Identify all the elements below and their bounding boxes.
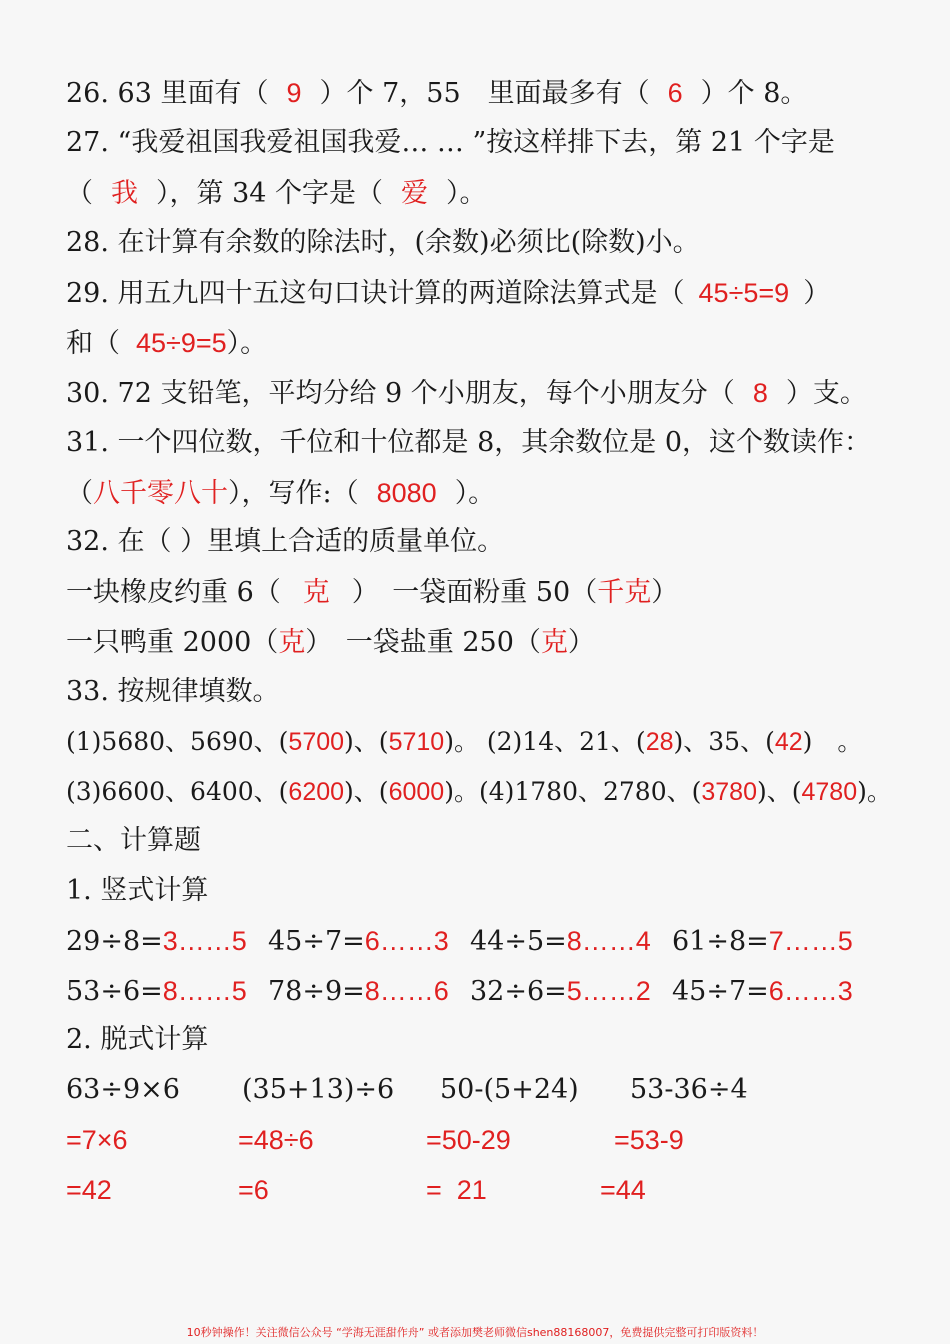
vc-answer: 6……3 (768, 976, 853, 1006)
q33-p2-text-a: (3)6600、6400、( (66, 777, 289, 806)
q30-answer: 8 (752, 378, 768, 408)
stepwise-step1: =53-9 (614, 1125, 684, 1155)
q32-answer-1: 克 (302, 577, 330, 607)
q33-answer-2: 5710 (388, 728, 445, 756)
q33-p2-text-i: )。 (857, 777, 892, 806)
stepwise-question: 63÷9×6 (66, 1074, 180, 1105)
stepwise-calc-title: 2. 脱式计算 (66, 1024, 209, 1055)
vertical-calc-item (672, 924, 853, 959)
stepwise-step1: =48÷6 (238, 1125, 314, 1155)
q33-p1-text-i: ) 。 (802, 727, 863, 756)
q31-text-e: ）。 (454, 478, 496, 509)
q29-text-a: 29. 用五九四十五这句口诀计算的两道除法算式是（ (66, 278, 685, 309)
q33-p1-text-a: (1)5680、5690、( (66, 727, 289, 756)
vc-question: 53÷6= (66, 976, 163, 1007)
q31-answer-1: 八千零八十 (93, 478, 228, 508)
q29-answer-1: 45÷5=9 (698, 278, 790, 308)
vertical-calc-item (268, 924, 449, 959)
question-27: 27. “我爱祖国我爱祖国我爱… … ”按这样排下去，第 21 个字是 (66, 127, 835, 158)
stepwise-step1: =7×6 (66, 1125, 128, 1155)
question-33-part1 (66, 725, 862, 759)
q32-l2-text-e: ） (567, 627, 595, 658)
vc-answer: 8……5 (162, 976, 247, 1006)
q33-p2-text-e: )。(4)1780、2780、( (444, 777, 702, 806)
question-26 (66, 76, 807, 111)
q31-text-a: （ (66, 478, 93, 509)
vertical-calc-item (470, 924, 651, 959)
section-2-title: 二、计算题 (66, 825, 201, 856)
q32-l1-text-e: ） (651, 577, 679, 608)
vertical-calc-item (66, 974, 247, 1009)
question-28: 28. 在计算有余数的除法时，(余数)必须比(除数)小。 (66, 227, 700, 258)
vertical-calc-item (470, 974, 651, 1009)
q33-answer-3: 28 (645, 728, 674, 756)
q33-p1-text-g: )、35、( (673, 727, 775, 756)
vc-question: 45÷7= (672, 976, 769, 1007)
q29-text-c: ） (803, 278, 831, 309)
q26-text-c: ）个 7，55 里面最多有（ (319, 78, 650, 109)
vc-answer: 8……4 (566, 926, 651, 956)
question-33: 33. 按规律填数。 (66, 676, 280, 707)
vc-answer: 6……3 (364, 926, 449, 956)
q32-answer-2: 千克 (597, 577, 652, 607)
stepwise-step2: =6 (238, 1175, 269, 1205)
q31-text-c: ），写作:（ (228, 478, 359, 509)
stepwise-step2: =42 (66, 1175, 112, 1205)
stepwise-step2: =44 (600, 1175, 646, 1205)
question-31: 31. 一个四位数，千位和十位都是 8，其余数位是 0，这个数读作： (66, 427, 872, 458)
vc-answer: 3……5 (162, 926, 247, 956)
footer-promo-text: 10秒钟操作！关注微信公众号 “学海无涯甜作舟” 或者添加樊老师微信shen88168007，免费提供完整可打印版资料！ (186, 1326, 764, 1339)
q32-l2-text-c: ） 一袋盐重 250（ (305, 627, 541, 658)
q27-answer-1: 我 (111, 178, 138, 208)
q32-answer-3: 克 (278, 627, 306, 657)
question-29 (66, 276, 830, 311)
stepwise-step2: = 21 (426, 1175, 487, 1205)
question-32-line3 (66, 625, 595, 660)
stepwise-step1: =50-29 (426, 1125, 511, 1155)
vc-question: 44÷5= (470, 926, 567, 957)
q31-answer-2: 8080 (376, 478, 437, 508)
vertical-calc-item (672, 974, 853, 1009)
q26-answer-1: 9 (286, 78, 302, 108)
q29-answer-2: 45÷9=5 (136, 328, 227, 358)
vc-question: 78÷9= (268, 976, 365, 1007)
q26-text-a: 26. 63 里面有（ (66, 78, 269, 109)
vc-question: 45÷7= (268, 926, 365, 957)
question-27-line2 (66, 176, 487, 211)
q29-text-f: ）。 (226, 328, 268, 359)
vc-answer: 8……6 (364, 976, 449, 1006)
vertical-calc-item (66, 924, 247, 959)
question-30 (66, 376, 867, 411)
q27-text-c: ），第 34 个字是（ (156, 178, 384, 209)
vertical-calc-title: 1. 竖式计算 (66, 875, 209, 906)
q26-text-e: ）个 8。 (700, 78, 808, 109)
q29-text-d: 和（ (66, 328, 120, 359)
q33-answer-8: 4780 (801, 778, 858, 806)
q27-answer-2: 爱 (401, 178, 429, 208)
question-31-line2 (66, 476, 495, 511)
q27-text-e: ）。 (446, 178, 487, 209)
q33-answer-5: 6200 (288, 778, 345, 806)
q33-p2-text-g: )、( (756, 777, 802, 806)
q33-p1-text-e: )。 (2)14、21、( (444, 727, 646, 756)
q33-answer-4: 42 (774, 728, 803, 756)
q26-answer-2: 6 (667, 78, 683, 108)
vc-question: 32÷6= (470, 976, 567, 1007)
question-32: 32. 在（ ）里填上合适的质量单位。 (66, 526, 505, 557)
q30-text-c: ）支。 (785, 378, 867, 409)
q32-l1-text-c: ） 一袋面粉重 50（ (351, 577, 598, 608)
q32-l1-text-a: 一块橡皮约重 6（ (66, 577, 281, 608)
vc-question: 61÷8= (672, 926, 769, 957)
stepwise-question: 53-36÷4 (630, 1074, 748, 1105)
question-33-part2 (66, 775, 892, 809)
stepwise-question: 50-(5+24) (440, 1074, 579, 1105)
q30-text-a: 30. 72 支铅笔，平均分给 9 个小朋友，每个小朋友分（ (66, 378, 735, 409)
q33-answer-7: 3780 (701, 778, 757, 806)
q27-text-a: （ (66, 178, 93, 209)
q33-p1-text-c: )、( (344, 727, 389, 756)
stepwise-question: (35+13)÷6 (242, 1074, 395, 1105)
question-32-line2 (66, 575, 678, 610)
question-29-line2 (66, 326, 267, 361)
q32-l2-text-a: 一只鸭重 2000（ (66, 627, 279, 658)
vc-answer: 5……2 (566, 976, 651, 1006)
q33-answer-6: 6000 (388, 778, 445, 806)
vc-answer: 7……5 (768, 926, 853, 956)
vc-question: 29÷8= (66, 926, 163, 957)
q32-answer-4: 克 (540, 627, 568, 657)
vertical-calc-item (268, 974, 449, 1009)
q33-answer-1: 5700 (288, 728, 345, 756)
q33-p2-text-c: )、( (344, 777, 389, 806)
